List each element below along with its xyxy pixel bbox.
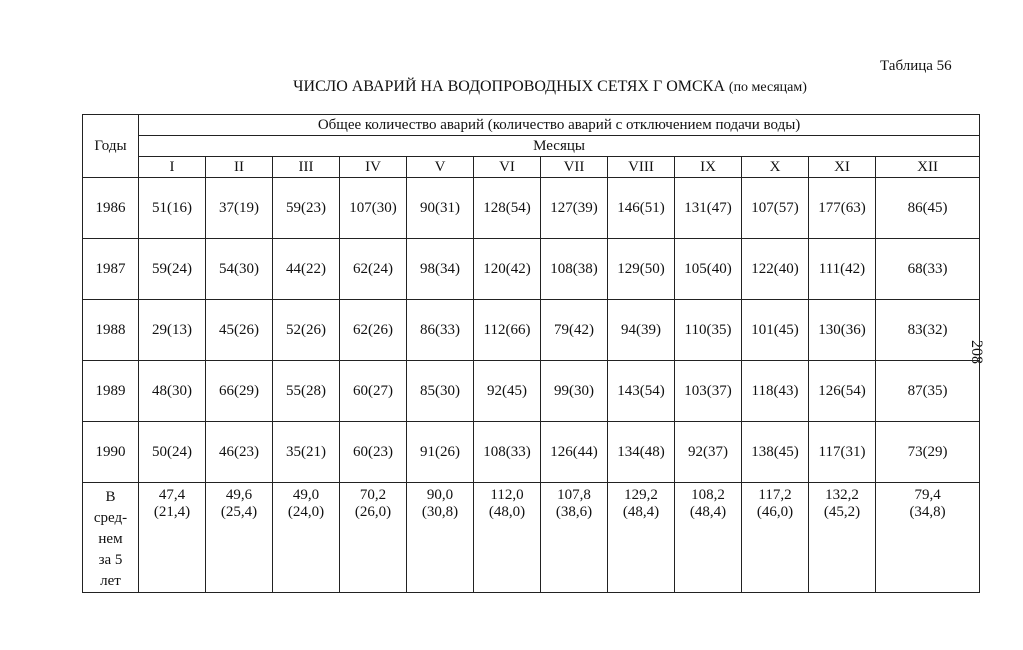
average-cutoff: (21,4) bbox=[153, 504, 191, 520]
value-cell: 108(38) bbox=[541, 239, 608, 300]
years-header: Годы bbox=[83, 115, 139, 178]
average-total: 108,2 bbox=[691, 487, 725, 503]
value-cell: 131(47) bbox=[675, 178, 742, 239]
value-cell: 130(36) bbox=[809, 300, 876, 361]
value-cell: 60(27) bbox=[340, 361, 407, 422]
value-cell: 105(40) bbox=[675, 239, 742, 300]
table-row bbox=[83, 239, 980, 300]
value-cell: 85(30) bbox=[407, 361, 474, 422]
value-cell: 112(66) bbox=[474, 300, 541, 361]
average-cutoff: (48,4) bbox=[689, 504, 727, 520]
year-cell: 1990 bbox=[83, 422, 139, 483]
average-label-cell bbox=[83, 483, 139, 593]
value-cell: 37(19) bbox=[206, 178, 273, 239]
average-cutoff: (34,8) bbox=[909, 504, 946, 520]
table-row bbox=[83, 422, 980, 483]
table-row bbox=[83, 361, 980, 422]
value-cell: 83(32) bbox=[876, 300, 980, 361]
average-label-line: В bbox=[105, 489, 116, 505]
value-cell: 120(42) bbox=[474, 239, 541, 300]
months-header: Месяцы bbox=[139, 136, 980, 157]
month-header-cell: XI bbox=[809, 157, 876, 178]
value-cell: 177(63) bbox=[809, 178, 876, 239]
value-cell: 143(54) bbox=[608, 361, 675, 422]
value-cell: 91(26) bbox=[407, 422, 474, 483]
month-header-cell: VIII bbox=[608, 157, 675, 178]
average-label-line: лет bbox=[100, 573, 121, 589]
average-cutoff: (45,2) bbox=[823, 504, 861, 520]
value-cell: 51(16) bbox=[139, 178, 206, 239]
value-cell: 101(45) bbox=[742, 300, 809, 361]
value-cell: 62(24) bbox=[340, 239, 407, 300]
value-cell: 62(26) bbox=[340, 300, 407, 361]
average-cell bbox=[340, 483, 407, 593]
value-cell: 46(23) bbox=[206, 422, 273, 483]
month-header-cell: XII bbox=[876, 157, 980, 178]
group-header: Общее количество аварий (количество аварий с отключением подачи воды) bbox=[139, 115, 980, 136]
average-row bbox=[83, 483, 980, 593]
year-cell: 1986 bbox=[83, 178, 139, 239]
value-cell: 92(45) bbox=[474, 361, 541, 422]
table-number-label: Таблица 56 bbox=[880, 58, 952, 74]
value-cell: 50(24) bbox=[139, 422, 206, 483]
average-total: 117,2 bbox=[758, 487, 792, 503]
value-cell: 87(35) bbox=[876, 361, 980, 422]
value-cell: 94(39) bbox=[608, 300, 675, 361]
table-row bbox=[83, 300, 980, 361]
average-total: 79,4 bbox=[914, 487, 941, 503]
average-cutoff: (24,0) bbox=[287, 504, 325, 520]
value-cell: 134(48) bbox=[608, 422, 675, 483]
value-cell: 108(33) bbox=[474, 422, 541, 483]
year-cell: 1987 bbox=[83, 239, 139, 300]
value-cell: 59(23) bbox=[273, 178, 340, 239]
value-cell: 59(24) bbox=[139, 239, 206, 300]
average-total: 47,4 bbox=[158, 487, 186, 503]
average-total: 49,6 bbox=[225, 487, 253, 503]
value-cell: 110(35) bbox=[675, 300, 742, 361]
value-cell: 73(29) bbox=[876, 422, 980, 483]
title-suffix: (по месяцам) bbox=[728, 80, 807, 95]
value-cell: 138(45) bbox=[742, 422, 809, 483]
average-cutoff: (48,0) bbox=[488, 504, 526, 520]
average-label-line: за 5 bbox=[98, 552, 123, 568]
average-label-line: сред- bbox=[93, 510, 128, 526]
average-total: 70,2 bbox=[359, 487, 387, 503]
month-header-cell: II bbox=[206, 157, 273, 178]
average-cell bbox=[809, 483, 876, 593]
value-cell: 92(37) bbox=[675, 422, 742, 483]
average-cell bbox=[675, 483, 742, 593]
month-header-cell: IX bbox=[675, 157, 742, 178]
value-cell: 126(54) bbox=[809, 361, 876, 422]
value-cell: 103(37) bbox=[675, 361, 742, 422]
value-cell: 68(33) bbox=[876, 239, 980, 300]
months-row bbox=[83, 157, 980, 178]
average-cell bbox=[139, 483, 206, 593]
table-row bbox=[83, 178, 980, 239]
average-cutoff: (30,8) bbox=[421, 504, 459, 520]
value-cell: 55(28) bbox=[273, 361, 340, 422]
average-cutoff: (46,0) bbox=[756, 504, 794, 520]
year-cell: 1988 bbox=[83, 300, 139, 361]
month-header-cell: III bbox=[273, 157, 340, 178]
value-cell: 48(30) bbox=[139, 361, 206, 422]
value-cell: 52(26) bbox=[273, 300, 340, 361]
average-cutoff: (48,4) bbox=[622, 504, 660, 520]
average-total: 129,2 bbox=[624, 487, 658, 503]
average-cell bbox=[608, 483, 675, 593]
value-cell: 107(30) bbox=[340, 178, 407, 239]
average-cell bbox=[876, 483, 980, 593]
value-cell: 146(51) bbox=[608, 178, 675, 239]
value-cell: 127(39) bbox=[541, 178, 608, 239]
value-cell: 86(45) bbox=[876, 178, 980, 239]
value-cell: 117(31) bbox=[809, 422, 876, 483]
page-number: 208 bbox=[968, 340, 985, 364]
value-cell: 54(30) bbox=[206, 239, 273, 300]
average-cell bbox=[742, 483, 809, 593]
value-cell: 126(44) bbox=[541, 422, 608, 483]
value-cell: 98(34) bbox=[407, 239, 474, 300]
month-header-cell: IV bbox=[340, 157, 407, 178]
title-main: ЧИСЛО АВАРИЙ НА ВОДОПРОВОДНЫХ СЕТЯХ Г ОМСКА bbox=[293, 78, 725, 95]
month-header-cell: X bbox=[742, 157, 809, 178]
value-cell: 45(26) bbox=[206, 300, 273, 361]
value-cell: 90(31) bbox=[407, 178, 474, 239]
value-cell: 129(50) bbox=[608, 239, 675, 300]
year-cell: 1989 bbox=[83, 361, 139, 422]
value-cell: 118(43) bbox=[742, 361, 809, 422]
average-cell bbox=[474, 483, 541, 593]
average-total: 132,2 bbox=[825, 487, 859, 503]
value-cell: 99(30) bbox=[541, 361, 608, 422]
month-header-cell: VII bbox=[541, 157, 608, 178]
value-cell: 79(42) bbox=[541, 300, 608, 361]
value-cell: 128(54) bbox=[474, 178, 541, 239]
month-header-cell: VI bbox=[474, 157, 541, 178]
value-cell: 122(40) bbox=[742, 239, 809, 300]
month-header-cell: V bbox=[407, 157, 474, 178]
average-total: 90,0 bbox=[426, 487, 454, 503]
average-label-line: нем bbox=[98, 531, 123, 547]
value-cell: 60(23) bbox=[340, 422, 407, 483]
value-cell: 86(33) bbox=[407, 300, 474, 361]
value-cell: 66(29) bbox=[206, 361, 273, 422]
average-cell bbox=[541, 483, 608, 593]
average-cutoff: (38,6) bbox=[555, 504, 593, 520]
average-total: 107,8 bbox=[557, 487, 591, 503]
value-cell: 111(42) bbox=[809, 239, 876, 300]
average-total: 112,0 bbox=[490, 487, 524, 503]
value-cell: 44(22) bbox=[273, 239, 340, 300]
average-cell bbox=[206, 483, 273, 593]
document-title bbox=[200, 78, 900, 96]
average-cutoff: (26,0) bbox=[354, 504, 392, 520]
average-cutoff: (25,4) bbox=[220, 504, 258, 520]
value-cell: 107(57) bbox=[742, 178, 809, 239]
average-total: 49,0 bbox=[292, 487, 320, 503]
average-cell bbox=[407, 483, 474, 593]
accidents-table bbox=[82, 114, 980, 593]
average-cell bbox=[273, 483, 340, 593]
value-cell: 29(13) bbox=[139, 300, 206, 361]
month-header-cell: I bbox=[139, 157, 206, 178]
value-cell: 35(21) bbox=[273, 422, 340, 483]
